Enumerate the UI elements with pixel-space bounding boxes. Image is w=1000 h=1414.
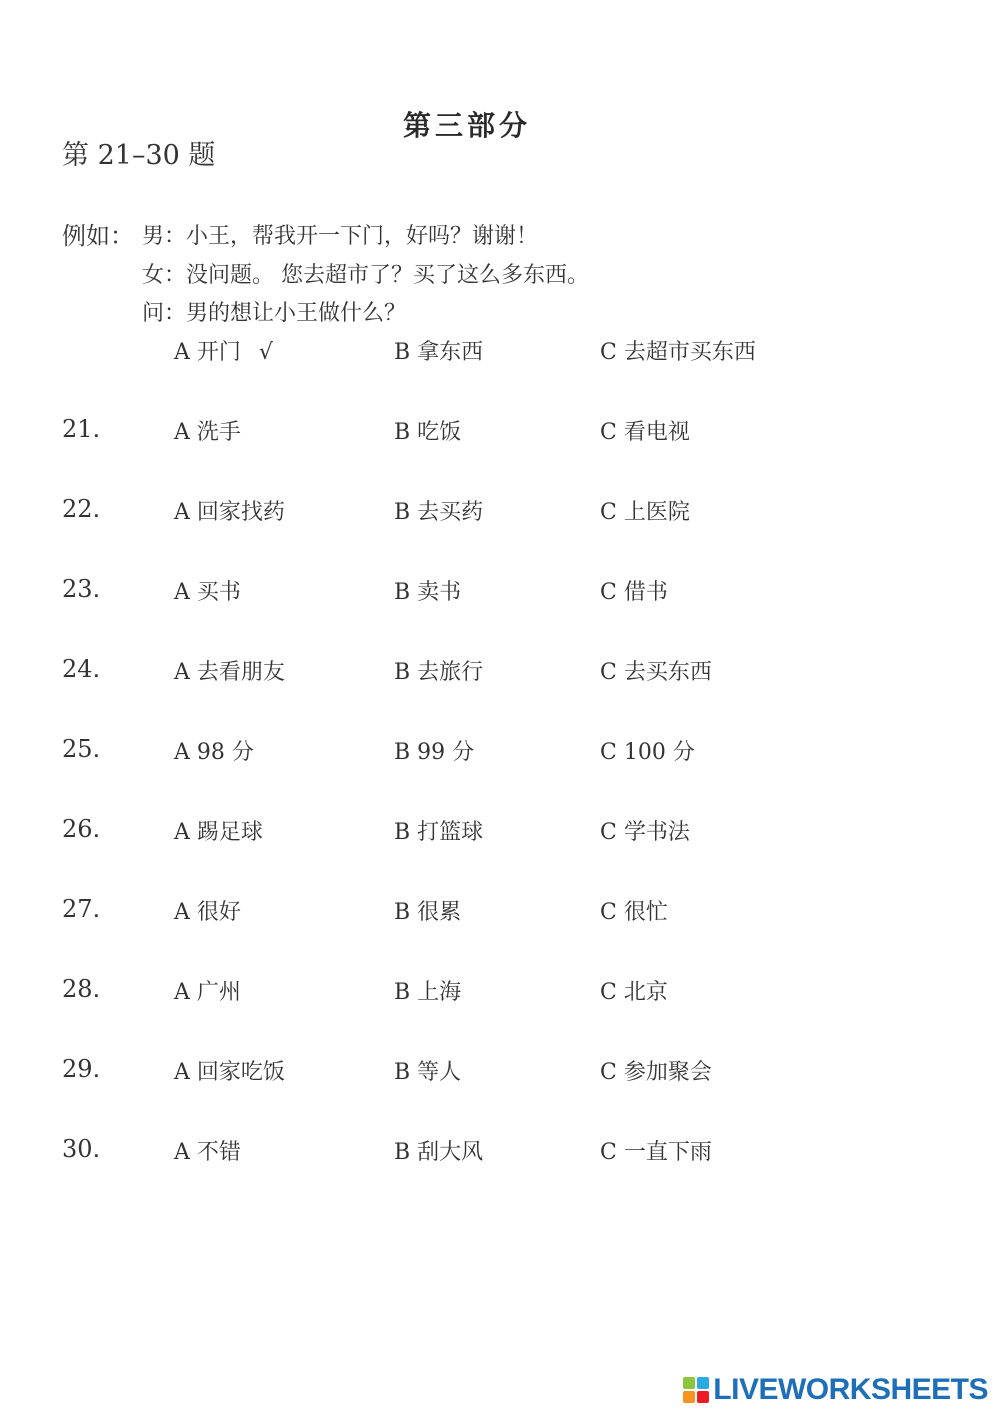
example-option-c: C 去超市买东西: [600, 340, 756, 365]
question-row: [0, 975, 1000, 1015]
option-b[interactable]: B 去买药: [394, 500, 484, 525]
option-c[interactable]: C 学书法: [600, 820, 690, 845]
option-b[interactable]: B 去旅行: [394, 660, 484, 685]
liveworksheets-logo-icon: [683, 1377, 709, 1403]
question-number: 27.: [62, 895, 101, 923]
option-a[interactable]: A 很好: [174, 900, 241, 925]
option-a[interactable]: A 回家找药: [174, 500, 285, 525]
option-b[interactable]: B 很累: [394, 900, 462, 925]
liveworksheets-logo-text: LIVEWORKSHEETS: [713, 1373, 988, 1406]
option-c[interactable]: C 北京: [600, 980, 668, 1005]
example-man-line: 男：小王，帮我开一下门，好吗？谢谢！: [142, 224, 539, 249]
option-a[interactable]: A 洗手: [174, 420, 241, 445]
question-row: [0, 735, 1000, 775]
option-a[interactable]: A 回家吃饭: [174, 1060, 285, 1085]
option-a[interactable]: A 买书: [174, 580, 241, 605]
example-option-a: [174, 335, 273, 366]
question-number: 23.: [62, 575, 101, 603]
question-row: [0, 895, 1000, 935]
option-a[interactable]: A 不错: [174, 1140, 241, 1165]
option-a[interactable]: A 广州: [174, 980, 241, 1005]
question-number: 30.: [62, 1135, 101, 1163]
option-b[interactable]: B 打篮球: [394, 820, 484, 845]
example-option-a-label: A 开门: [174, 340, 241, 365]
option-c[interactable]: C 100 分: [600, 740, 695, 765]
question-number: 21.: [62, 415, 101, 443]
option-c[interactable]: C 参加聚会: [600, 1060, 712, 1085]
option-a[interactable]: A 踢足球: [174, 820, 263, 845]
answer-check-mark: √: [258, 340, 273, 365]
option-b[interactable]: B 上海: [394, 980, 462, 1005]
option-b[interactable]: B 等人: [394, 1060, 462, 1085]
question-row: [0, 815, 1000, 855]
section-title: 第三部分: [402, 109, 531, 142]
example-woman-line: 女：没问题。 您去超市了？买了这么多东西。: [142, 263, 589, 288]
question-number: 25.: [62, 735, 101, 763]
option-c[interactable]: C 看电视: [600, 420, 690, 445]
option-c[interactable]: C 很忙: [600, 900, 668, 925]
example-question-line: 问：男的想让小王做什么？: [142, 301, 407, 326]
option-b[interactable]: B 卖书: [394, 580, 462, 605]
example-label: 例如：: [62, 222, 134, 250]
option-a[interactable]: A 去看朋友: [174, 660, 285, 685]
question-number: 24.: [62, 655, 101, 683]
option-c[interactable]: C 一直下雨: [600, 1140, 712, 1165]
option-b[interactable]: B 吃饭: [394, 420, 462, 445]
example-option-b: B 拿东西: [394, 340, 484, 365]
question-row: [0, 1135, 1000, 1175]
question-range: 第 21–30 题: [62, 140, 216, 171]
option-c[interactable]: C 借书: [600, 580, 668, 605]
question-number: 22.: [62, 495, 101, 523]
option-b[interactable]: B 99 分: [394, 740, 475, 765]
option-c[interactable]: C 去买东西: [600, 660, 712, 685]
option-b[interactable]: B 刮大风: [394, 1140, 484, 1165]
question-row: [0, 1055, 1000, 1095]
question-row: [0, 495, 1000, 535]
question-number: 28.: [62, 975, 101, 1003]
liveworksheets-logo: [683, 1372, 988, 1408]
question-number: 26.: [62, 815, 101, 843]
example-options-row: [0, 335, 1000, 375]
question-number: 29.: [62, 1055, 101, 1083]
question-row: [0, 415, 1000, 455]
question-row: [0, 655, 1000, 695]
option-a[interactable]: A 98 分: [174, 740, 254, 765]
question-row: [0, 575, 1000, 615]
option-c[interactable]: C 上医院: [600, 500, 690, 525]
